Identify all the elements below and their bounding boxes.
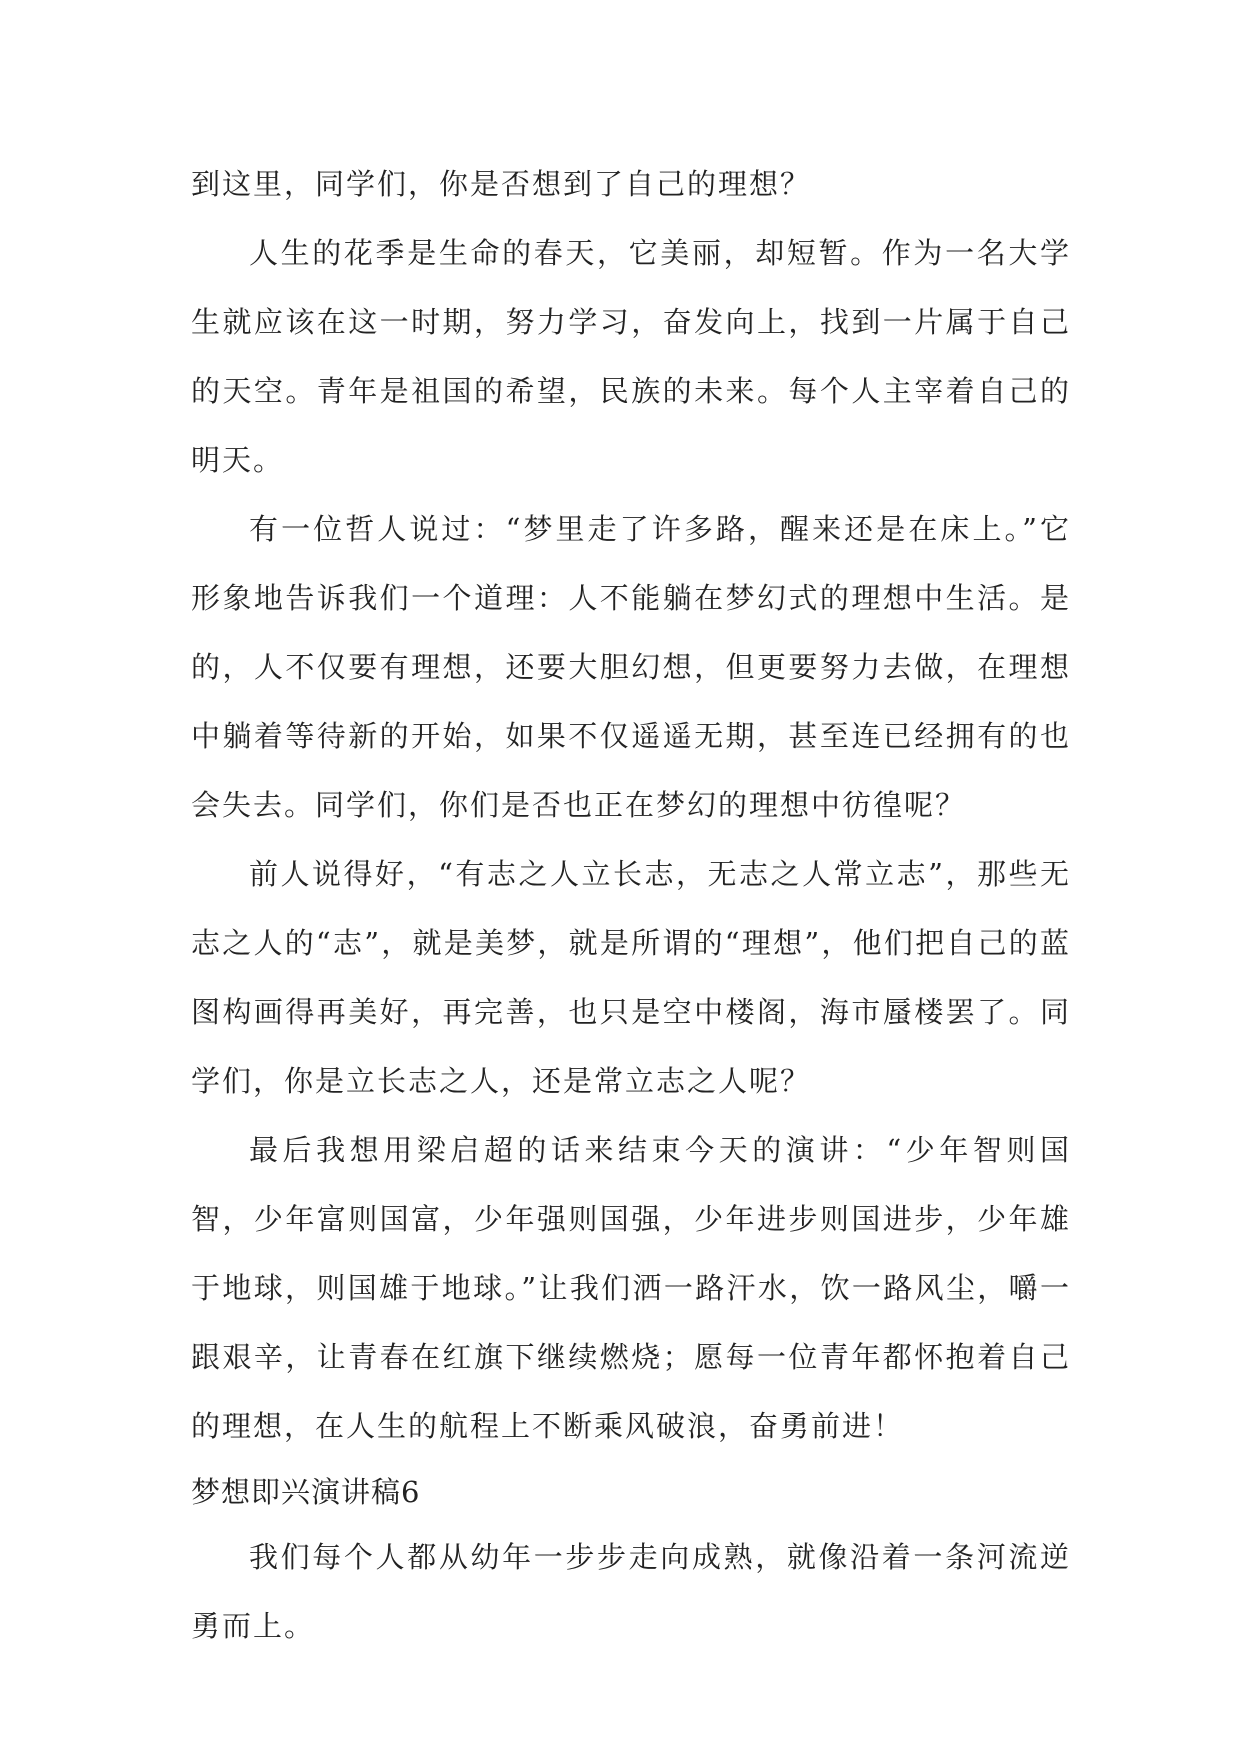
document-body (191, 150, 1071, 1661)
paragraph: 前人说得好，“有志之人立长志，无志之人常立志”，那些无志之人的“志”，就是美梦，就是所谓的“理想”，他们把自己的蓝图构画得再美好，再完善，也只是空中楼阁，海市蜃楼罢了。同学们，你是立长志之人，还是常立志之人呢？ (191, 857, 1071, 1098)
section-heading: 梦想即兴演讲稿6 (191, 1475, 421, 1509)
paragraph: 有一位哲人说过：“梦里走了许多路，醒来还是在床上。”它形象地告诉我们一个道理：人不能躺在梦幻式的理想中生活。是的，人不仅要有理想，还要大胆幻想，但更要努力去做，在理想中躺着等待新的开始，如果不仅遥遥无期，甚至连已经拥有的也会失去。同学们，你们是否也正在梦幻的理想中彷徨呢？ (191, 512, 1071, 822)
paragraph: 我们每个人都从幼年一步步走向成熟，就像沿着一条河流逆勇而上。 (191, 1540, 1071, 1643)
paragraph: 最后我想用梁启超的话来结束今天的演讲：“少年智则国智，少年富则国富，少年强则国强，少年进步则国进步，少年雄于地球，则国雄于地球。”让我们洒一路汗水，饮一路风尘，嚼一跟艰辛，让青春在红旗下继续燃烧；愿每一位青年都怀抱着自己的理想，在人生的航程上不断乘风破浪，奋勇前进！ (191, 1133, 1071, 1443)
paragraph-continued: 到这里，同学们，你是否想到了自己的理想？ (191, 167, 812, 201)
paragraph: 人生的花季是生命的春天，它美丽，却短暂。作为一名大学生就应该在这一时期，努力学习，奋发向上，找到一片属于自己的天空。青年是祖国的希望，民族的未来。每个人主宰着自己的明天。 (191, 236, 1071, 477)
